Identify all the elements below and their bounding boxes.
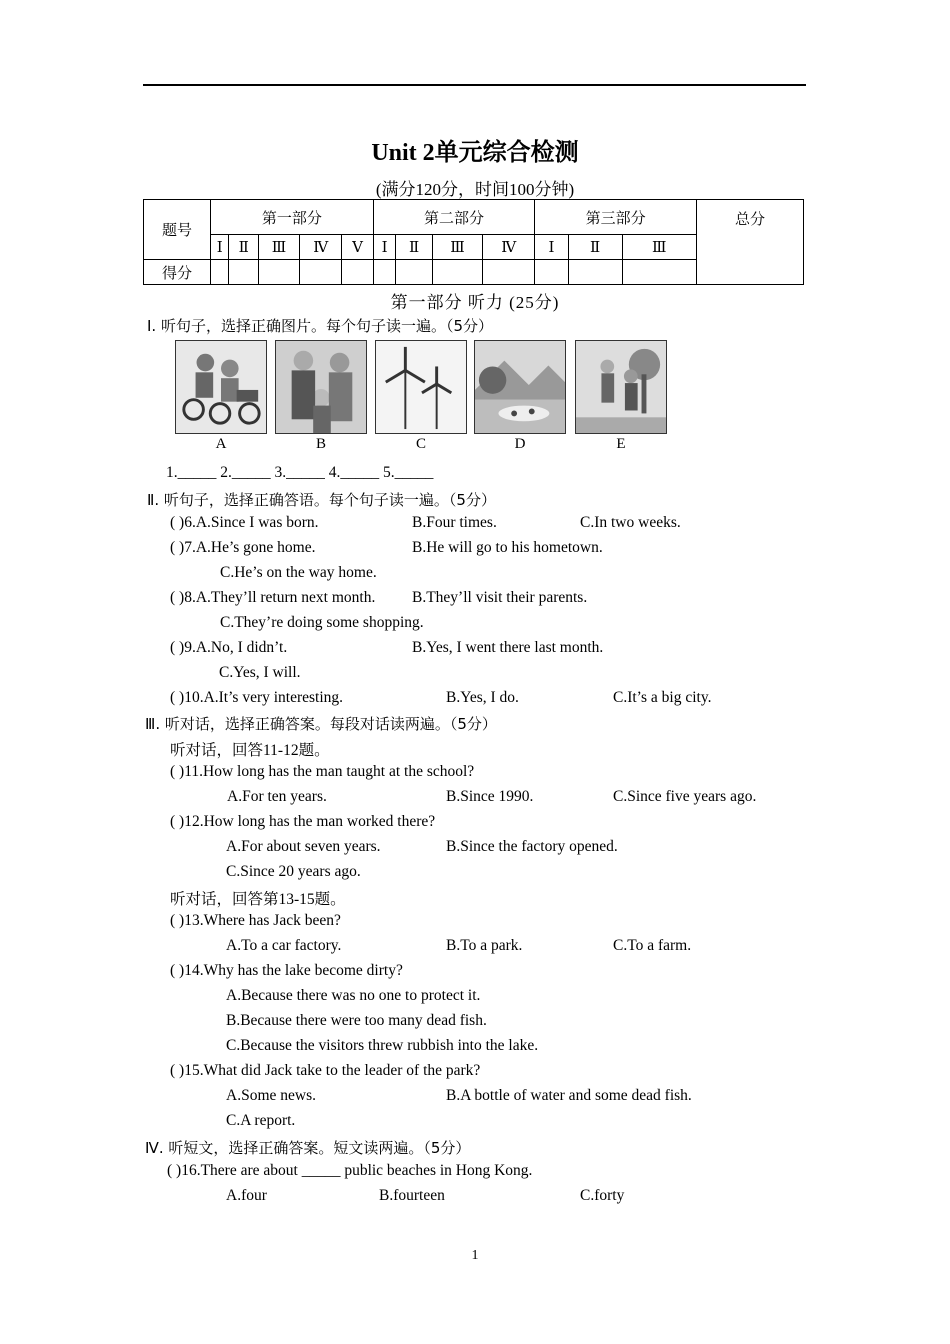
col-label: Ⅲ (432, 235, 482, 260)
q16-option-c: C.forty (580, 1187, 625, 1204)
q14-option-c: C.Because the visitors threw rubbish into the lake. (226, 1037, 539, 1054)
score-table (143, 199, 804, 285)
question-6: ( )6.A.Since I was born. (170, 514, 319, 531)
score-cell[interactable] (432, 260, 482, 285)
q16-option-a: A.four (226, 1187, 267, 1204)
dialogue-intro-2: 听对话，回答第13-15题。 (170, 891, 346, 908)
q7-option-c: C.He’s on the way home. (220, 564, 377, 581)
picture-label-e: E (616, 436, 626, 452)
total-header: 总分 (697, 200, 804, 285)
part1-header: 第一部分 (211, 200, 374, 235)
col-label: Ⅱ (568, 235, 622, 260)
picture-answer-blanks[interactable]: 1._____ 2._____ 3._____ 4._____ 5._____ (166, 464, 434, 481)
q13-option-b: B.To a park. (446, 937, 523, 954)
q14-option-b: B.Because there were too many dead fish. (226, 1012, 487, 1029)
score-cell[interactable] (396, 260, 432, 285)
question-10: ( )10.A.It’s very interesting. (170, 689, 344, 706)
page-number: 1 (471, 1248, 479, 1263)
picture-label-a: A (215, 436, 227, 452)
col-label: Ⅱ (396, 235, 432, 260)
q7-option-b: B.He will go to his hometown. (412, 539, 603, 556)
section-4-heading: Ⅳ. 听短文，选择正确答案。短文读两遍。（5分） (145, 1139, 471, 1157)
col-label: Ⅰ (373, 235, 396, 260)
question-7: ( )7.A.He’s gone home. (170, 539, 316, 556)
col-label: Ⅳ (483, 235, 535, 260)
q12-option-a: A.For about seven years. (226, 838, 381, 855)
score-cell[interactable] (342, 260, 373, 285)
q9-option-b: B.Yes, I went there last month. (412, 639, 604, 656)
question-11: ( )11.How long has the man taught at the school? (170, 763, 475, 780)
q15-option-a: A.Some news. (226, 1087, 316, 1104)
row-header: 题号 (144, 200, 211, 260)
col-label: Ⅱ (229, 235, 259, 260)
q8-option-b: B.They’ll visit their parents. (412, 589, 588, 606)
picture-label-c: C (415, 436, 426, 452)
score-cell[interactable] (229, 260, 259, 285)
q15-option-c: C.A report. (226, 1112, 296, 1129)
col-label: Ⅳ (300, 235, 342, 260)
picture-a-motorcycles (175, 340, 267, 434)
dialogue-intro-1: 听对话，回答11-12题。 (170, 742, 330, 759)
section-1-heading: Ⅰ. 听句子，选择正确图片。每个句子读一遍。（5分） (147, 317, 494, 335)
question-15: ( )15.What did Jack take to the leader of the park? (170, 1062, 481, 1079)
q10-option-b: B.Yes, I do. (446, 689, 519, 706)
part3-header: 第三部分 (535, 200, 697, 235)
question-9: ( )9.A.No, I didn’t. (170, 639, 288, 656)
question-14: ( )14.Why has the lake become dirty? (170, 962, 403, 979)
picture-b-family (275, 340, 367, 434)
score-label: 得分 (144, 260, 211, 285)
page-subtitle: (满分120分，时间100分钟) (375, 180, 575, 199)
section-3-heading: Ⅲ. 听对话，选择正确答案。每段对话读两遍。（5分） (145, 715, 497, 733)
col-label: Ⅰ (211, 235, 229, 260)
top-rule (143, 84, 806, 86)
score-cell[interactable] (622, 260, 696, 285)
q12-option-c: C.Since 20 years ago. (226, 863, 361, 880)
picture-d-polluted-lake (474, 340, 566, 434)
q14-option-a: A.Because there was no one to protect it. (226, 987, 481, 1004)
q9-option-c: C.Yes, I will. (219, 664, 301, 681)
col-label: Ⅴ (342, 235, 373, 260)
q12-option-b: B.Since the factory opened. (446, 838, 618, 855)
picture-c-wind-turbines (375, 340, 467, 434)
q16-option-b: B.fourteen (379, 1187, 445, 1204)
question-8: ( )8.A.They’ll return next month. (170, 589, 376, 606)
q6-option-b: B.Four times. (412, 514, 497, 531)
q11-option-a: A.For ten years. (227, 788, 327, 805)
score-cell[interactable] (211, 260, 229, 285)
q11-option-b: B.Since 1990. (446, 788, 534, 805)
q15-option-b: B.A bottle of water and some dead fish. (446, 1087, 692, 1104)
q13-option-c: C.To a farm. (613, 937, 692, 954)
score-cell[interactable] (259, 260, 300, 285)
picture-label-b: B (315, 436, 326, 452)
score-cell[interactable] (300, 260, 342, 285)
question-12: ( )12.How long has the man worked there? (170, 813, 436, 830)
q11-option-c: C.Since five years ago. (613, 788, 757, 805)
q10-option-c: C.It’s a big city. (613, 689, 712, 706)
q6-option-c: C.In two weeks. (580, 514, 681, 531)
score-cell[interactable] (483, 260, 535, 285)
part2-header: 第二部分 (373, 200, 535, 235)
col-label: Ⅰ (535, 235, 568, 260)
col-label: Ⅲ (622, 235, 696, 260)
page-title: Unit 2单元综合检测 (371, 140, 579, 166)
picture-label-d: D (514, 436, 526, 452)
section-2-heading: Ⅱ. 听句子，选择正确答语。每个句子读一遍。（5分） (147, 491, 496, 509)
q13-option-a: A.To a car factory. (226, 937, 342, 954)
score-cell[interactable] (535, 260, 568, 285)
question-13: ( )13.Where has Jack been? (170, 912, 341, 929)
question-16: ( )16.There are about _____ public beaches in Hong Kong. (167, 1162, 533, 1179)
q8-option-c: C.They’re doing some shopping. (220, 614, 424, 631)
col-label: Ⅲ (259, 235, 300, 260)
score-cell[interactable] (568, 260, 622, 285)
score-cell[interactable] (373, 260, 396, 285)
part-title: 第一部分 听力 (25分) (390, 293, 560, 312)
picture-e-tree-planting (575, 340, 667, 434)
